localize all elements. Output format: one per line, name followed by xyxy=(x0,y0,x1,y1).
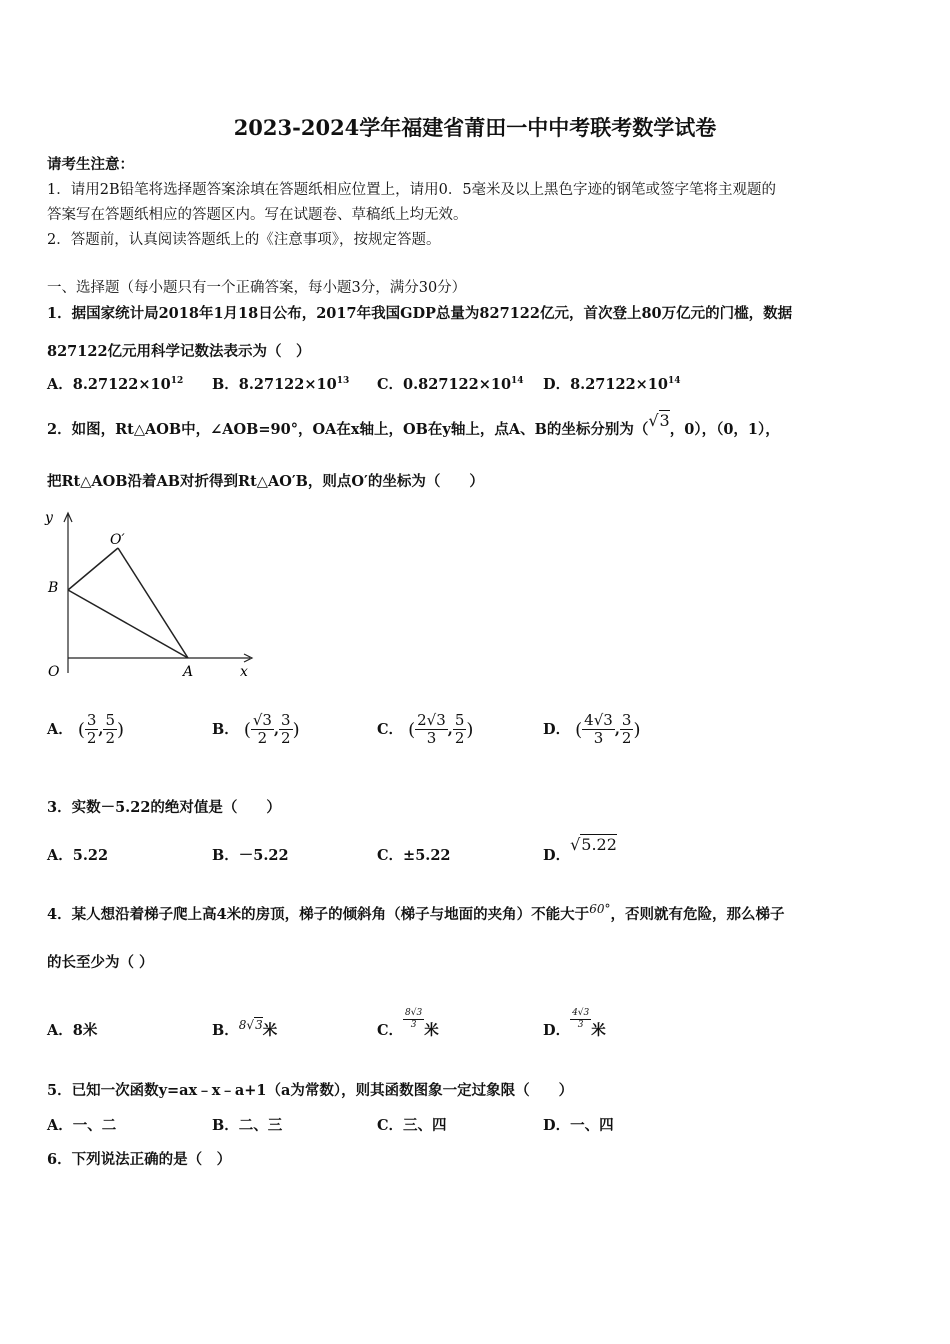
notice-line-1a: 1．请用2B铅笔将选择题答案涂填在答题纸相应位置上，请用0．5毫米及以上黑色字迹的钢笔或签字笔将主观题的 xyxy=(47,182,777,198)
notice-line-2: 2．答题前，认真阅读答题纸上的《注意事项》，按规定答题。 xyxy=(47,232,441,248)
q4-option-c[interactable]: C． $\frac{8√3}{3}$ 米 xyxy=(377,1008,439,1039)
segment-BO-prime xyxy=(68,548,118,590)
q4-option-d[interactable]: D． $\frac{4√3}{3}$ 米 xyxy=(543,1008,606,1039)
page-title: 2023-2024学年福建省莆田一中中考联考数学试卷 xyxy=(233,115,717,140)
q4-option-b[interactable]: B．$^{8√3}$米 xyxy=(212,1018,278,1039)
q1-option-c[interactable]: C．$0.827122\times 10^{14}$ xyxy=(377,376,524,393)
notice-line-1b: 答案写在答题纸相应的答题区内。写在试题卷、草稿纸上均无效。 xyxy=(47,207,468,223)
q3-option-d[interactable]: D．√5.22 xyxy=(543,835,617,864)
label-B: B xyxy=(48,580,59,596)
q2-option-c[interactable]: C． ( $\frac{2√3}{3}$ , $\frac{5}{2}$ ) xyxy=(377,711,474,748)
question-1-line-2: 827122亿元用科学记数法表示为（ ） xyxy=(47,343,311,360)
label-O: O xyxy=(48,664,60,680)
q3-option-b[interactable]: B．－5.22 xyxy=(212,847,289,864)
question-2-line-1: 2．如图，Rt△AOB中，∠AOB=90°，OA在x轴上，OB在y轴上，点A、B的坐标分别为（√3，0），（0，1）， xyxy=(47,411,780,438)
q5-option-b[interactable]: B．二、三 xyxy=(212,1117,283,1134)
q3-option-c[interactable]: C．±5.22 xyxy=(377,847,451,864)
q1-option-b[interactable]: B．$8.27122\times 10^{13}$ xyxy=(212,376,350,393)
section-heading: 一、选择题（每小题只有一个正确答案，每小题3分，满分30分） xyxy=(47,280,467,296)
q5-option-d[interactable]: D．一、四 xyxy=(543,1117,614,1134)
q3-option-a[interactable]: A．5.22 xyxy=(47,847,109,864)
q1-option-d[interactable]: D．$8.27122\times 10^{14}$ xyxy=(543,376,681,393)
q2-figure xyxy=(40,508,260,688)
question-3: 3．实数－5.22的绝对值是（ ） xyxy=(47,799,281,816)
question-5: 5．已知一次函数y=ax﹣x﹣a+1（a为常数），则其函数图象一定过象限（ ） xyxy=(47,1082,574,1099)
segment-O-prime-A xyxy=(118,548,188,658)
notice-heading: 请考生注意： xyxy=(47,156,134,173)
question-1-line-1: 1．据国家统计局2018年1月18日公布，2017年我国GDP总量为827122亿元，首次登上80万亿元的门槛，数据 xyxy=(47,305,793,322)
q1-option-a[interactable]: A．$8.27122\times 10^{12}$ xyxy=(47,376,184,393)
q2-option-d[interactable]: D． ( $\frac{4√3}{3}$ , $\frac{3}{2}$ ) xyxy=(543,711,641,748)
question-4-line-2: 的长至少为（ ） xyxy=(47,954,154,971)
q5-option-c[interactable]: C．三、四 xyxy=(377,1117,447,1134)
q2-option-a[interactable]: A． ( $\frac{3}{2}$ , $\frac{5}{2}$ ) xyxy=(47,711,125,748)
question-6: 6．下列说法正确的是（ ） xyxy=(47,1151,232,1168)
question-2-line-2: 把Rt△AOB沿着AB对折得到Rt△AO′B，则点O′的坐标为（ ） xyxy=(47,473,484,490)
q4-option-a[interactable]: A．8米 xyxy=(47,1022,98,1039)
q5-option-a[interactable]: A．一、二 xyxy=(47,1117,117,1134)
q2-option-b[interactable]: B． ( $\frac{√3}{2}$ , $\frac{3}{2}$ ) xyxy=(212,711,300,748)
question-4-line-1: 4．某人想沿着梯子爬上高4米的房顶，梯子的倾斜角（梯子与地面的夹角）不能大于$^{60^\circ}$，否则就有危险，那么梯子 xyxy=(47,902,785,923)
segment-BA xyxy=(68,590,188,658)
label-O-prime: O′ xyxy=(110,532,125,548)
label-x: x xyxy=(240,664,248,680)
label-A: A xyxy=(183,664,194,680)
label-y: y xyxy=(45,510,53,526)
